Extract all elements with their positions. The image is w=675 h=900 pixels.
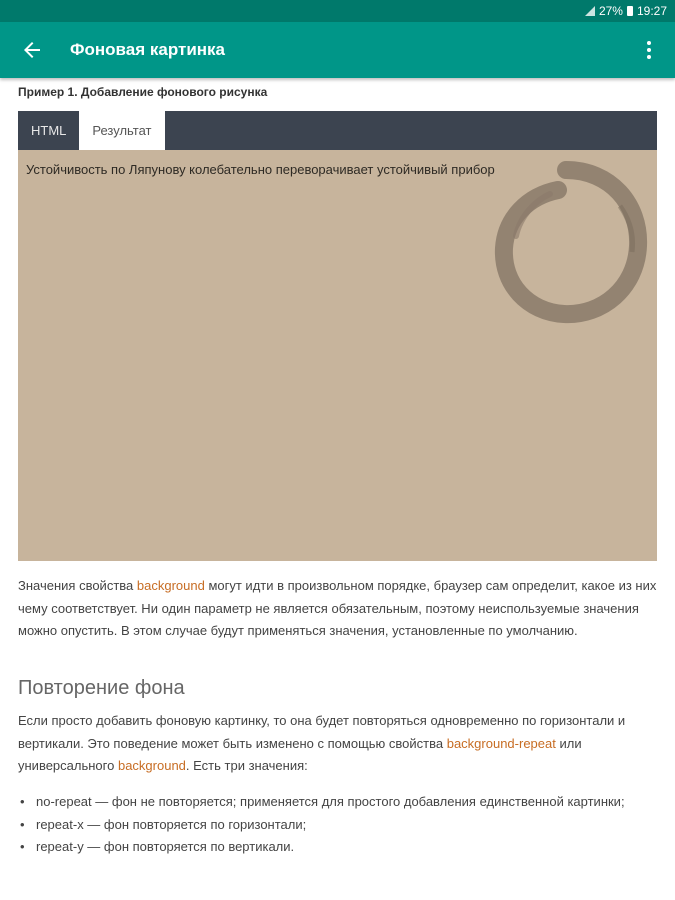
clock: 19:27 [636, 4, 667, 18]
repeat-values-list [18, 791, 658, 859]
section-heading: Повторение фона [18, 677, 185, 699]
enso-circle-image [480, 156, 652, 328]
link-background[interactable]: background [136, 578, 205, 593]
example-block [18, 111, 657, 561]
text-run: Значения свойства [18, 578, 137, 593]
text-run: . Есть три значения: [185, 758, 308, 773]
text-run: или универсального [18, 735, 582, 773]
signal-icon [585, 6, 595, 16]
tab-html[interactable]: HTML [31, 123, 67, 138]
result-pane [18, 150, 657, 561]
battery-icon [627, 6, 633, 16]
example-caption: Пример 1. Добавление фонового рисунка [18, 85, 268, 99]
list-item: • no-repeat — фон не повторяется; применяется для простого добавления единственной картинки; [18, 791, 658, 813]
text-run: Если просто добавить фоновую картинку, то она будет повторяться одновременно по горизонтали и вертикали. Это поведение может быть изменено с помощью свойства [18, 713, 626, 751]
tab-result[interactable]: Результат [79, 111, 164, 150]
more-vert-icon[interactable] [637, 38, 661, 62]
status-bar [0, 0, 675, 22]
paragraph-background-values [18, 575, 658, 643]
paragraph-repeat [18, 710, 658, 778]
app-bar [0, 22, 675, 78]
list-item: • repeat-y — фон повторяется по вертикали. [18, 836, 658, 858]
list-item: • repeat-x — фон повторяется по горизонтали; [18, 814, 658, 836]
result-text: Устойчивость по Ляпунову колебательно переворачивает устойчивый прибор [26, 162, 495, 177]
back-arrow-icon[interactable] [20, 38, 44, 62]
example-tabs [18, 111, 657, 150]
link-background-repeat[interactable]: background-repeat [446, 735, 556, 751]
link-background[interactable]: background [117, 758, 186, 773]
battery-percent: 27% [598, 4, 623, 18]
page-title: Фоновая картинка [70, 40, 226, 59]
text-run: могут идти в произвольном порядке, браузер сам определит, какое из них чему соответствует. Ни один параметр не является обязательным, поэтому неиспользуемые значения можно опустить. В этом случае будут применяться значения, установленные по умолчанию. [18, 578, 657, 638]
